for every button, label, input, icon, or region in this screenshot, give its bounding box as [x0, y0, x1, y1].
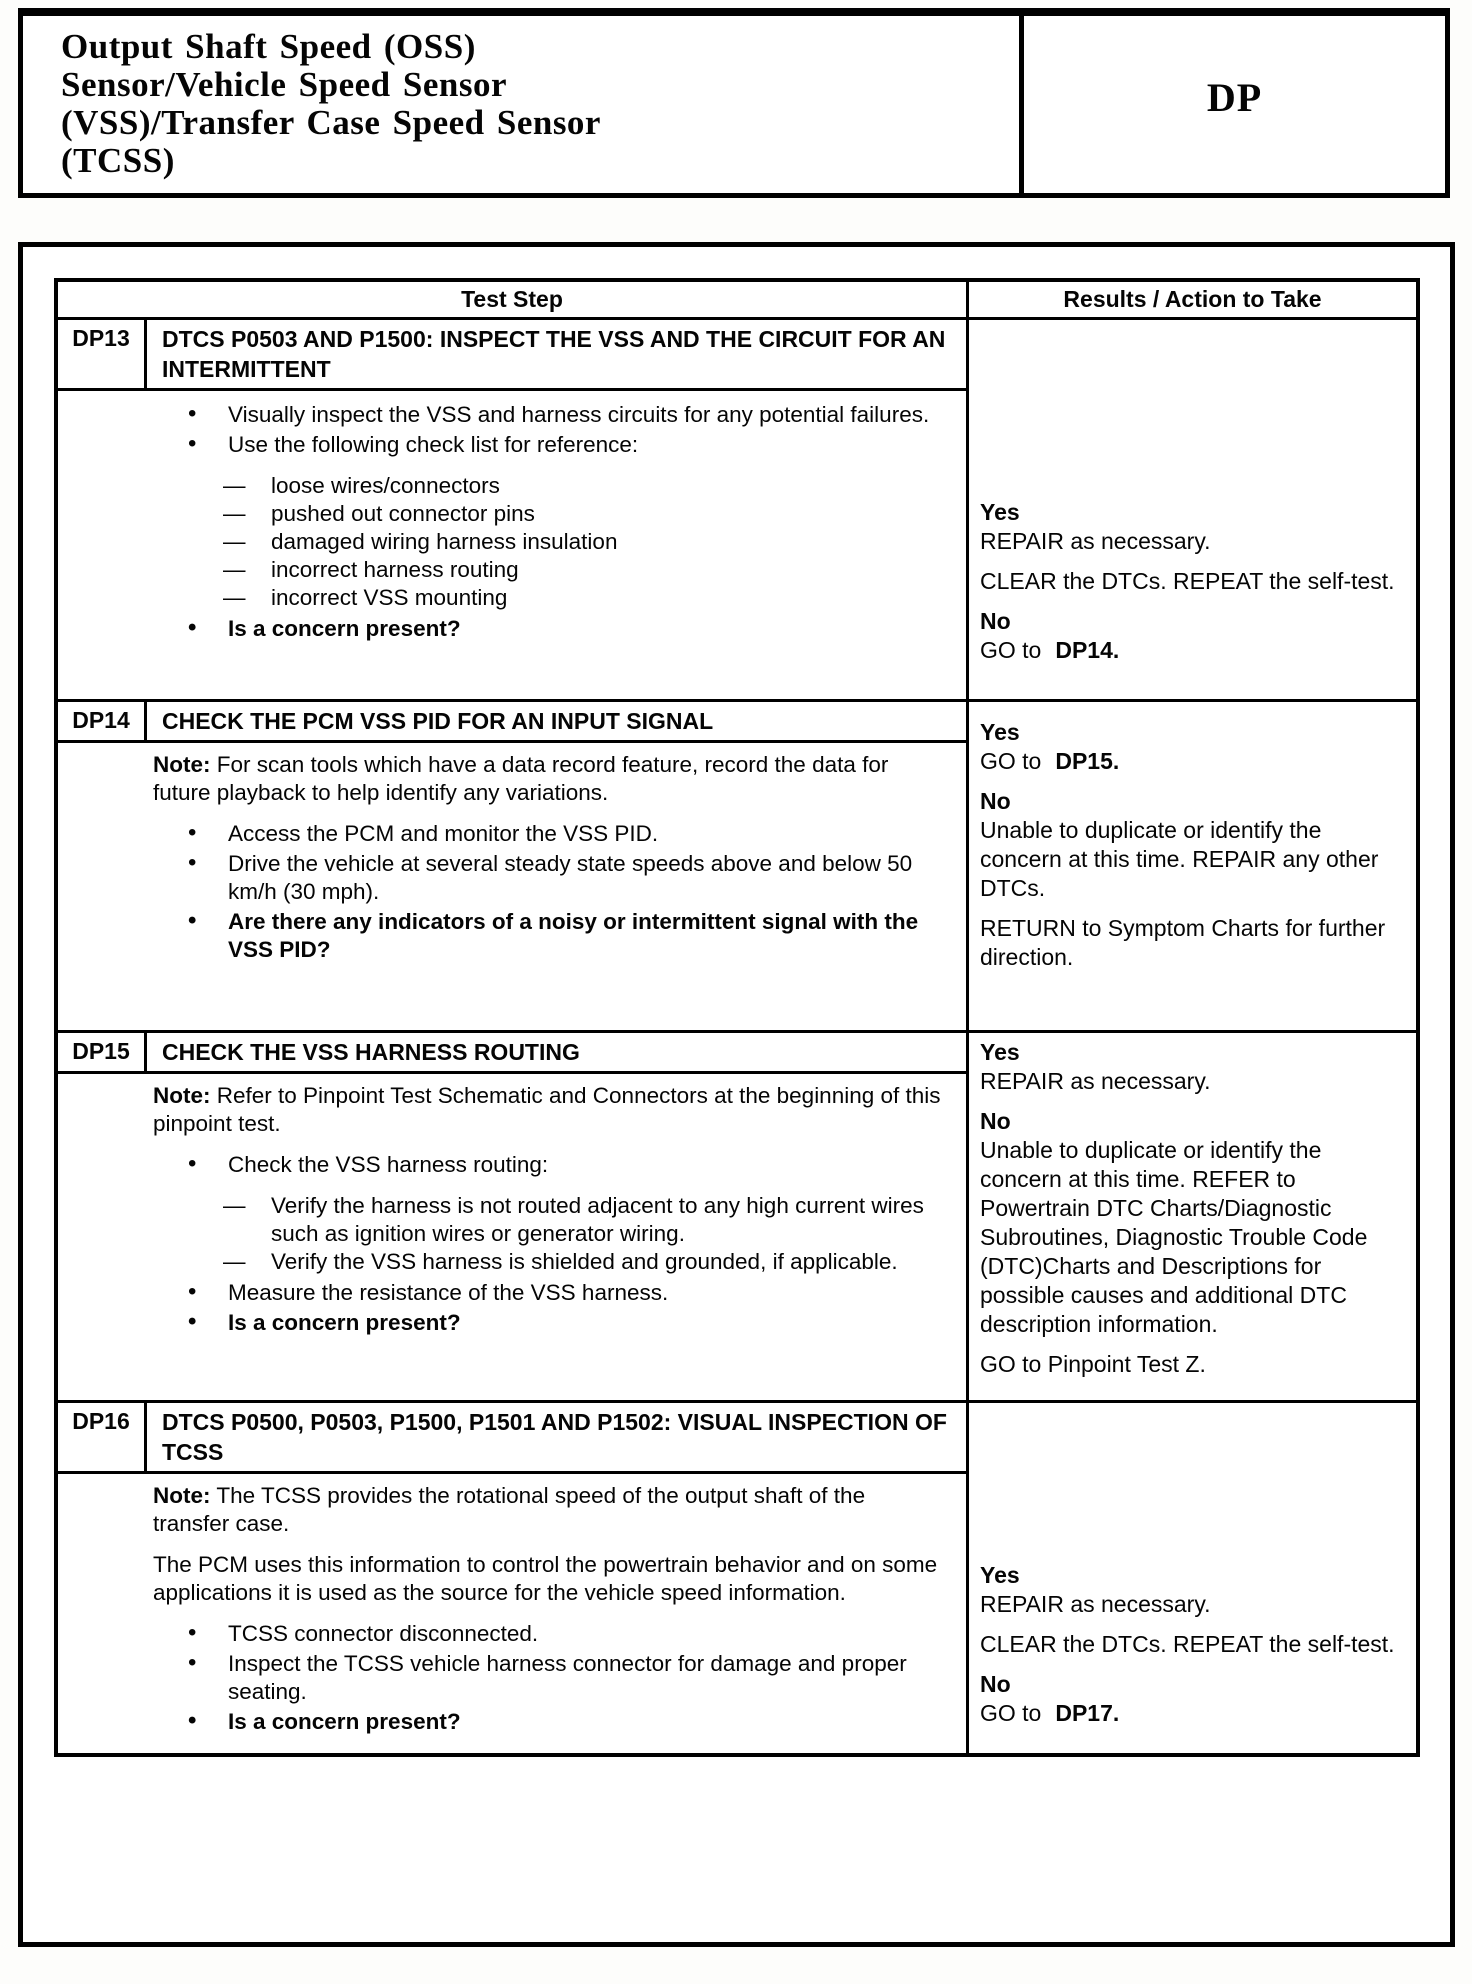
- note-label: Note:: [153, 1483, 211, 1508]
- body-question-bullet: • Is a concern present?: [153, 1708, 946, 1736]
- results-answer-label: No: [980, 1671, 1011, 1697]
- body-bullet: • Drive the vehicle at several steady state speeds above and below 50 km/h (30 mph).: [153, 850, 946, 906]
- body-dash-item: — loose wires/connectors: [153, 472, 946, 500]
- results-action-text: REPAIR as necessary.: [980, 1068, 1211, 1094]
- step-body: [58, 391, 966, 699]
- results-answer-label: No: [980, 608, 1011, 634]
- body-bullet: • Visually inspect the VSS and harness circuits for any potential failures.: [153, 401, 946, 429]
- results-goto-target: DP14.: [1055, 637, 1120, 663]
- results-action-text: GO to Pinpoint Test Z.: [980, 1351, 1206, 1377]
- results-goto: GO to DP17.: [980, 1700, 1120, 1726]
- body-bullet: • Use the following check list for reference:: [153, 431, 946, 459]
- body-bullet: • TCSS connector disconnected.: [153, 1620, 946, 1648]
- note-label: Note:: [153, 752, 211, 777]
- results-goto: GO to DP15.: [980, 748, 1120, 774]
- step-results: [966, 1403, 1416, 1753]
- results-goto: GO to DP14.: [980, 637, 1120, 663]
- results-answer-label: Yes: [980, 499, 1020, 525]
- pinpoint-code: DP: [1206, 75, 1263, 120]
- table-body: [58, 320, 1416, 1753]
- results-answer-label: Yes: [980, 719, 1020, 745]
- column-header-results: Results / Action to Take: [966, 282, 1416, 317]
- step-id: DP15: [58, 1033, 147, 1074]
- pinpoint-test-table: [54, 278, 1420, 1757]
- step-id: DP16: [58, 1403, 147, 1474]
- page-header-box: [18, 8, 1450, 198]
- column-header-test-step: Test Step: [461, 286, 563, 312]
- body-dash-item: — incorrect harness routing: [153, 556, 946, 584]
- body-dash-item: — damaged wiring harness insulation: [153, 528, 946, 556]
- step-heading: DTCS P0503 AND P1500: INSPECT THE VSS AND THE CIRCUIT FOR AN INTERMITTENT: [147, 320, 966, 391]
- step-body: [58, 1474, 966, 1753]
- results-action-text: REPAIR as necessary.: [980, 1591, 1211, 1617]
- results-action-text: REPAIR as necessary.: [980, 528, 1211, 554]
- results-action-text: RETURN to Symptom Charts for further direction.: [980, 915, 1386, 970]
- results-answer-label: No: [980, 1108, 1011, 1134]
- pinpoint-code-cell: [1024, 16, 1445, 193]
- page-title-cell: [23, 16, 1024, 193]
- page-title-line-3: (VSS)/Transfer Case Speed Sensor: [61, 103, 601, 142]
- body-bullet: • Measure the resistance of the VSS harness.: [153, 1279, 946, 1307]
- body-dash-item: — incorrect VSS mounting: [153, 584, 946, 612]
- body-note: Note: The TCSS provides the rotational speed of the output shaft of the transfer case.: [153, 1483, 866, 1536]
- step-heading: CHECK THE PCM VSS PID FOR AN INPUT SIGNAL: [147, 702, 966, 743]
- step-id: DP14: [58, 702, 147, 743]
- step-results: [966, 320, 1416, 699]
- table-header-row: [58, 282, 1416, 320]
- results-goto-target: DP17.: [1055, 1700, 1120, 1726]
- test-step-row: [58, 1400, 1416, 1753]
- body-paragraph: The PCM uses this information to control the powertrain behavior and on some applications it is used as the source for the vehicle speed information.: [153, 1552, 938, 1605]
- body-bullet: • Inspect the TCSS vehicle harness connector for damage and proper seating.: [153, 1650, 946, 1706]
- note-label: Note:: [153, 1083, 211, 1108]
- step-results: [966, 702, 1416, 1030]
- results-action-text: Unable to duplicate or identify the concern at this time. REPAIR any other DTCs.: [980, 817, 1379, 901]
- step-body: [58, 743, 966, 1030]
- body-note: Note: For scan tools which have a data record feature, record the data for future playback to help identify any variations.: [153, 752, 889, 805]
- step-body: [58, 1074, 966, 1400]
- body-dash-item: — Verify the harness is not routed adjacent to any high current wires such as ignition wires or generator wiring.: [153, 1192, 946, 1248]
- page-title-line-4: (TCSS): [61, 141, 175, 180]
- test-step-row: [58, 1030, 1416, 1400]
- test-step-row: [58, 699, 1416, 1030]
- results-goto-target: DP15.: [1055, 748, 1120, 774]
- page-title-line-2: Sensor/Vehicle Speed Sensor: [61, 65, 508, 104]
- results-action-text: CLEAR the DTCs. REPEAT the self-test.: [980, 1631, 1395, 1657]
- results-answer-label: No: [980, 788, 1011, 814]
- step-id: DP13: [58, 320, 147, 391]
- body-bullet: • Check the VSS harness routing:: [153, 1151, 946, 1179]
- step-heading: CHECK THE VSS HARNESS ROUTING: [147, 1033, 966, 1074]
- results-answer-label: Yes: [980, 1562, 1020, 1588]
- body-question-bullet: • Is a concern present?: [153, 615, 946, 643]
- body-dash-item: — pushed out connector pins: [153, 500, 946, 528]
- body-note: Note: Refer to Pinpoint Test Schematic and Connectors at the beginning of this pinpoint test.: [153, 1083, 941, 1136]
- body-bullet: • Access the PCM and monitor the VSS PID.: [153, 820, 946, 848]
- body-question-bullet: • Is a concern present?: [153, 1309, 946, 1337]
- results-answer-label: Yes: [980, 1039, 1020, 1065]
- page-title: [61, 28, 1009, 180]
- results-action-text: CLEAR the DTCs. REPEAT the self-test.: [980, 568, 1395, 594]
- step-heading: DTCS P0500, P0503, P1500, P1501 AND P1502: VISUAL INSPECTION OF TCSS: [147, 1403, 966, 1474]
- step-results: [966, 1033, 1416, 1400]
- page-title-line-1: Output Shaft Speed (OSS): [61, 27, 476, 66]
- body-question-bullet: • Are there any indicators of a noisy or intermittent signal with the VSS PID?: [153, 908, 946, 964]
- results-action-text: Unable to duplicate or identify the concern at this time. REFER to Powertrain DTC Charts/Diagnostic Subroutines, Diagnostic Trouble Code (DTC)Charts and Descriptions for possible causes and additional DTC description information.: [980, 1137, 1368, 1337]
- test-step-row: [58, 320, 1416, 699]
- body-dash-item: — Verify the VSS harness is shielded and grounded, if applicable.: [153, 1248, 946, 1276]
